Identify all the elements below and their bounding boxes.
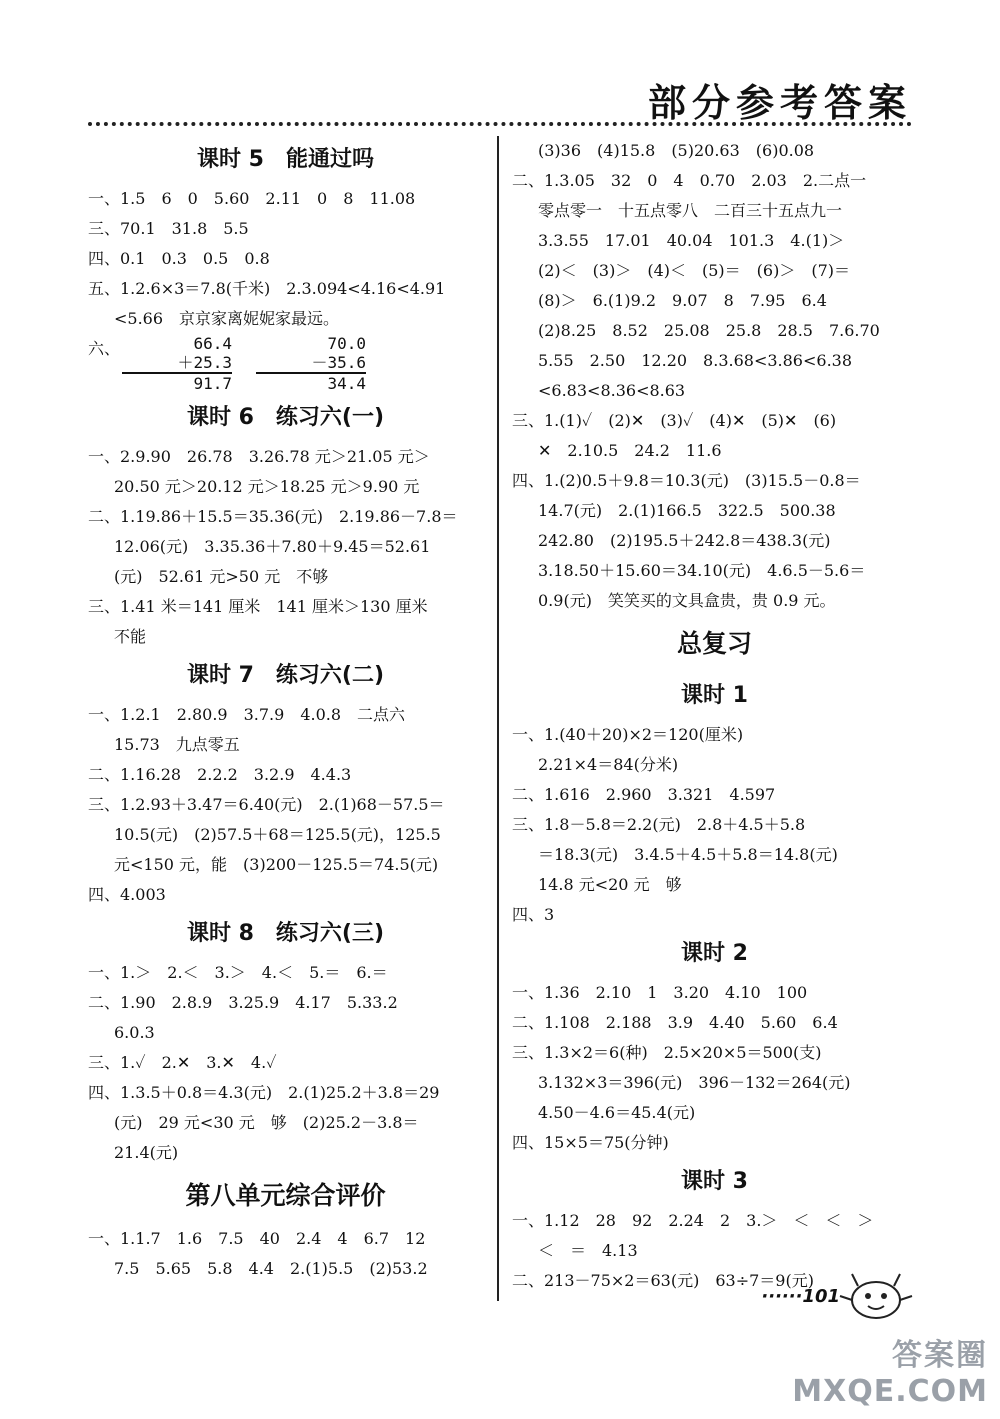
answer-line: ＜ ＝ 4.13: [538, 1241, 638, 1260]
section-title-review-lesson1: 课时 1: [681, 683, 748, 708]
answer-line: 四、1.(2)0.5＋9.8＝10.3(元) (3)15.5－0.8＝: [512, 471, 861, 490]
vertical-subtraction: [256, 334, 366, 393]
answer-line: (元) 52.61 元>50 元 不够: [114, 567, 329, 586]
answer-line: 二、1.16.28 2.2.2 3.2.9 4.4.3: [88, 765, 352, 784]
calc-result: 91.7: [122, 372, 232, 393]
answer-line: 二、1.616 2.960 3.321 4.597: [512, 785, 776, 804]
answer-line: 10.5(元) (2)57.5＋68＝125.5(元)，125.5: [114, 825, 441, 844]
section-title-general-review: 总复习: [676, 629, 752, 658]
answer-line: 20.50 元＞20.12 元＞18.25 元＞9.90 元: [114, 477, 420, 496]
answer-line: (元) 29 元<30 元 够 (2)25.2－3.8＝: [114, 1113, 419, 1132]
watermark-line: 答案圈: [892, 1338, 988, 1373]
answer-line: 四、1.3.5＋0.8＝4.3(元) 2.(1)25.2＋3.8＝29: [88, 1083, 440, 1102]
answer-line: 3.18.50＋15.60＝34.10(元) 4.6.5－5.6＝: [538, 561, 866, 580]
header-title: 部分参考答案: [647, 81, 912, 125]
answer-line: ✕ 2.10.5 24.2 11.6: [538, 441, 722, 460]
calc-result: 34.4: [256, 372, 366, 393]
answer-line: 三、70.1 31.8 5.5: [88, 219, 249, 238]
answer-line: 一、1.2.1 2.80.9 3.7.9 4.0.8 二点六: [88, 705, 406, 724]
answer-line: 6.0.3: [114, 1023, 155, 1042]
answer-line: 元<150 元，能 (3)200－125.5＝74.5(元): [114, 855, 439, 874]
section-title-review-lesson2: 课时 2: [681, 941, 748, 966]
answer-line: 零点零一 十五点零八 二百三十五点九一: [538, 201, 843, 220]
answer-line: 7.5 5.65 5.8 4.4 2.(1)5.5 (2)53.2: [114, 1259, 428, 1278]
answer-line: 12.06(元) 3.35.36＋7.80＋9.45＝52.61: [114, 537, 431, 556]
answer-line: 四、3: [512, 905, 555, 924]
answer-line: 二、213－75×2＝63(元) 63÷7＝9(元): [512, 1271, 814, 1290]
mascot-icon: [836, 1268, 916, 1324]
answer-line: 二、1.3.05 32 0 4 0.70 2.03 2.二点一: [512, 171, 867, 190]
answer-line: 三、1.3×2＝6(种) 2.5×20×5＝500(支): [512, 1043, 822, 1062]
answer-line: 五、1.2.6×3＝7.8(千米) 2.3.094<4.16<4.91: [88, 279, 446, 298]
answer-line: 4.50－4.6＝45.4(元): [538, 1103, 696, 1122]
answer-line: 二、1.19.86＋15.5＝35.36(元) 2.19.86－7.8＝: [88, 507, 458, 526]
calc-row: 70.0: [327, 334, 366, 353]
calc-row: －35.6: [311, 353, 366, 372]
section-title-review-lesson3: 课时 3: [681, 1169, 748, 1194]
answer-line: 14.8 元<20 元 够: [538, 875, 682, 894]
answer-line: 5.55 2.50 12.20 8.3.68<3.86<6.38: [538, 351, 853, 370]
column-divider: [497, 136, 499, 1301]
answer-line: <5.66 京京家离妮妮家最远。: [114, 309, 340, 328]
answer-line: 242.80 (2)195.5＋242.8＝438.3(元): [538, 531, 831, 550]
answer-line: 三、1.41 米＝141 厘米 141 厘米＞130 厘米: [88, 597, 428, 616]
watermark: [792, 1330, 988, 1409]
answer-line: (8)＞ 6.(1)9.2 9.07 8 7.95 6.4: [538, 291, 827, 310]
item-label: 六、: [88, 339, 121, 358]
section-title-lesson6: 课时 6 练习六(一): [186, 405, 385, 430]
answer-line: 三、1.✓ 2.✕ 3.✕ 4.✓: [88, 1053, 277, 1072]
answer-line: 四、0.1 0.3 0.5 0.8: [88, 249, 270, 268]
answer-line: 不能: [114, 627, 147, 646]
vertical-addition: [122, 334, 232, 393]
answer-line: 15.73 九点零五: [114, 735, 240, 754]
answer-line: 二、1.90 2.8.9 3.25.9 4.17 5.33.2: [88, 993, 398, 1012]
answer-line: ＝18.3(元) 3.4.5＋4.5＋5.8＝14.8(元): [538, 845, 838, 864]
answer-line: 三、1.(1)✓ (2)✕ (3)✓ (4)✕ (5)✕ (6): [512, 411, 837, 430]
answer-line: 21.4(元): [114, 1143, 179, 1162]
header-dotted-rule: [88, 122, 912, 126]
calc-row: 66.4: [193, 334, 232, 353]
page-number: ······101: [761, 1286, 840, 1307]
answer-line: 四、15×5＝75(分钟): [512, 1133, 669, 1152]
answer-line: (2)＜ (3)＞ (4)＜ (5)＝ (6)＞ (7)＝: [538, 261, 850, 280]
answer-line: (2)8.25 8.52 25.08 25.8 28.5 7.6.70: [538, 321, 880, 340]
watermark-line: MXQE.COM: [792, 1374, 988, 1409]
answer-line: 一、1.1.7 1.6 7.5 40 2.4 4 6.7 12: [88, 1229, 426, 1248]
answer-line: 2.21×4＝84(分米): [538, 755, 679, 774]
answer-line: 一、1.5 6 0 5.60 2.11 0 8 11.08: [88, 189, 416, 208]
answer-line: 二、1.108 2.188 3.9 4.40 5.60 6.4: [512, 1013, 838, 1032]
answer-line: 一、1.12 28 92 2.24 2 3.＞ ＜ ＜ ＞: [512, 1211, 874, 1230]
answer-line: 四、4.003: [88, 885, 166, 904]
answer-line: 一、1.(40＋20)×2＝120(厘米): [512, 725, 744, 744]
answer-line: 3.3.55 17.01 40.04 101.3 4.(1)＞: [538, 231, 845, 250]
answer-line: 三、1.2.93＋3.47＝6.40(元) 2.(1)68－57.5＝: [88, 795, 445, 814]
section-title-lesson5: 课时 5 能通过吗: [197, 147, 374, 172]
calc-row: ＋25.3: [177, 353, 232, 372]
answer-line: 3.132×3＝396(元) 396－132＝264(元): [538, 1073, 851, 1092]
right-column: [512, 136, 917, 1296]
answer-line: 一、1.36 2.10 1 3.20 4.10 100: [512, 983, 808, 1002]
answer-line: 三、1.8－5.8＝2.2(元) 2.8＋4.5＋5.8: [512, 815, 806, 834]
section-title-lesson8: 课时 8 练习六(三): [186, 921, 385, 946]
answer-line: 一、2.9.90 26.78 3.26.78 元＞21.05 元＞: [88, 447, 430, 466]
answer-line: 一、1.＞ 2.＜ 3.＞ 4.＜ 5.＝ 6.＝: [88, 963, 388, 982]
answer-line: 14.7(元) 2.(1)166.5 322.5 500.38: [538, 501, 836, 520]
answer-line: 0.9(元) 笑笑买的文具盒贵，贵 0.9 元。: [538, 591, 836, 610]
answer-line: (3)36 (4)15.8 (5)20.63 (6)0.08: [538, 141, 815, 160]
section-title-unit8-review: 第八单元综合评价: [185, 1181, 386, 1210]
section-title-lesson7: 课时 7 练习六(二): [186, 663, 385, 688]
answer-line: <6.83<8.36<8.63: [538, 381, 686, 400]
left-column: [88, 136, 483, 1284]
vertical-calculations: [88, 334, 483, 394]
